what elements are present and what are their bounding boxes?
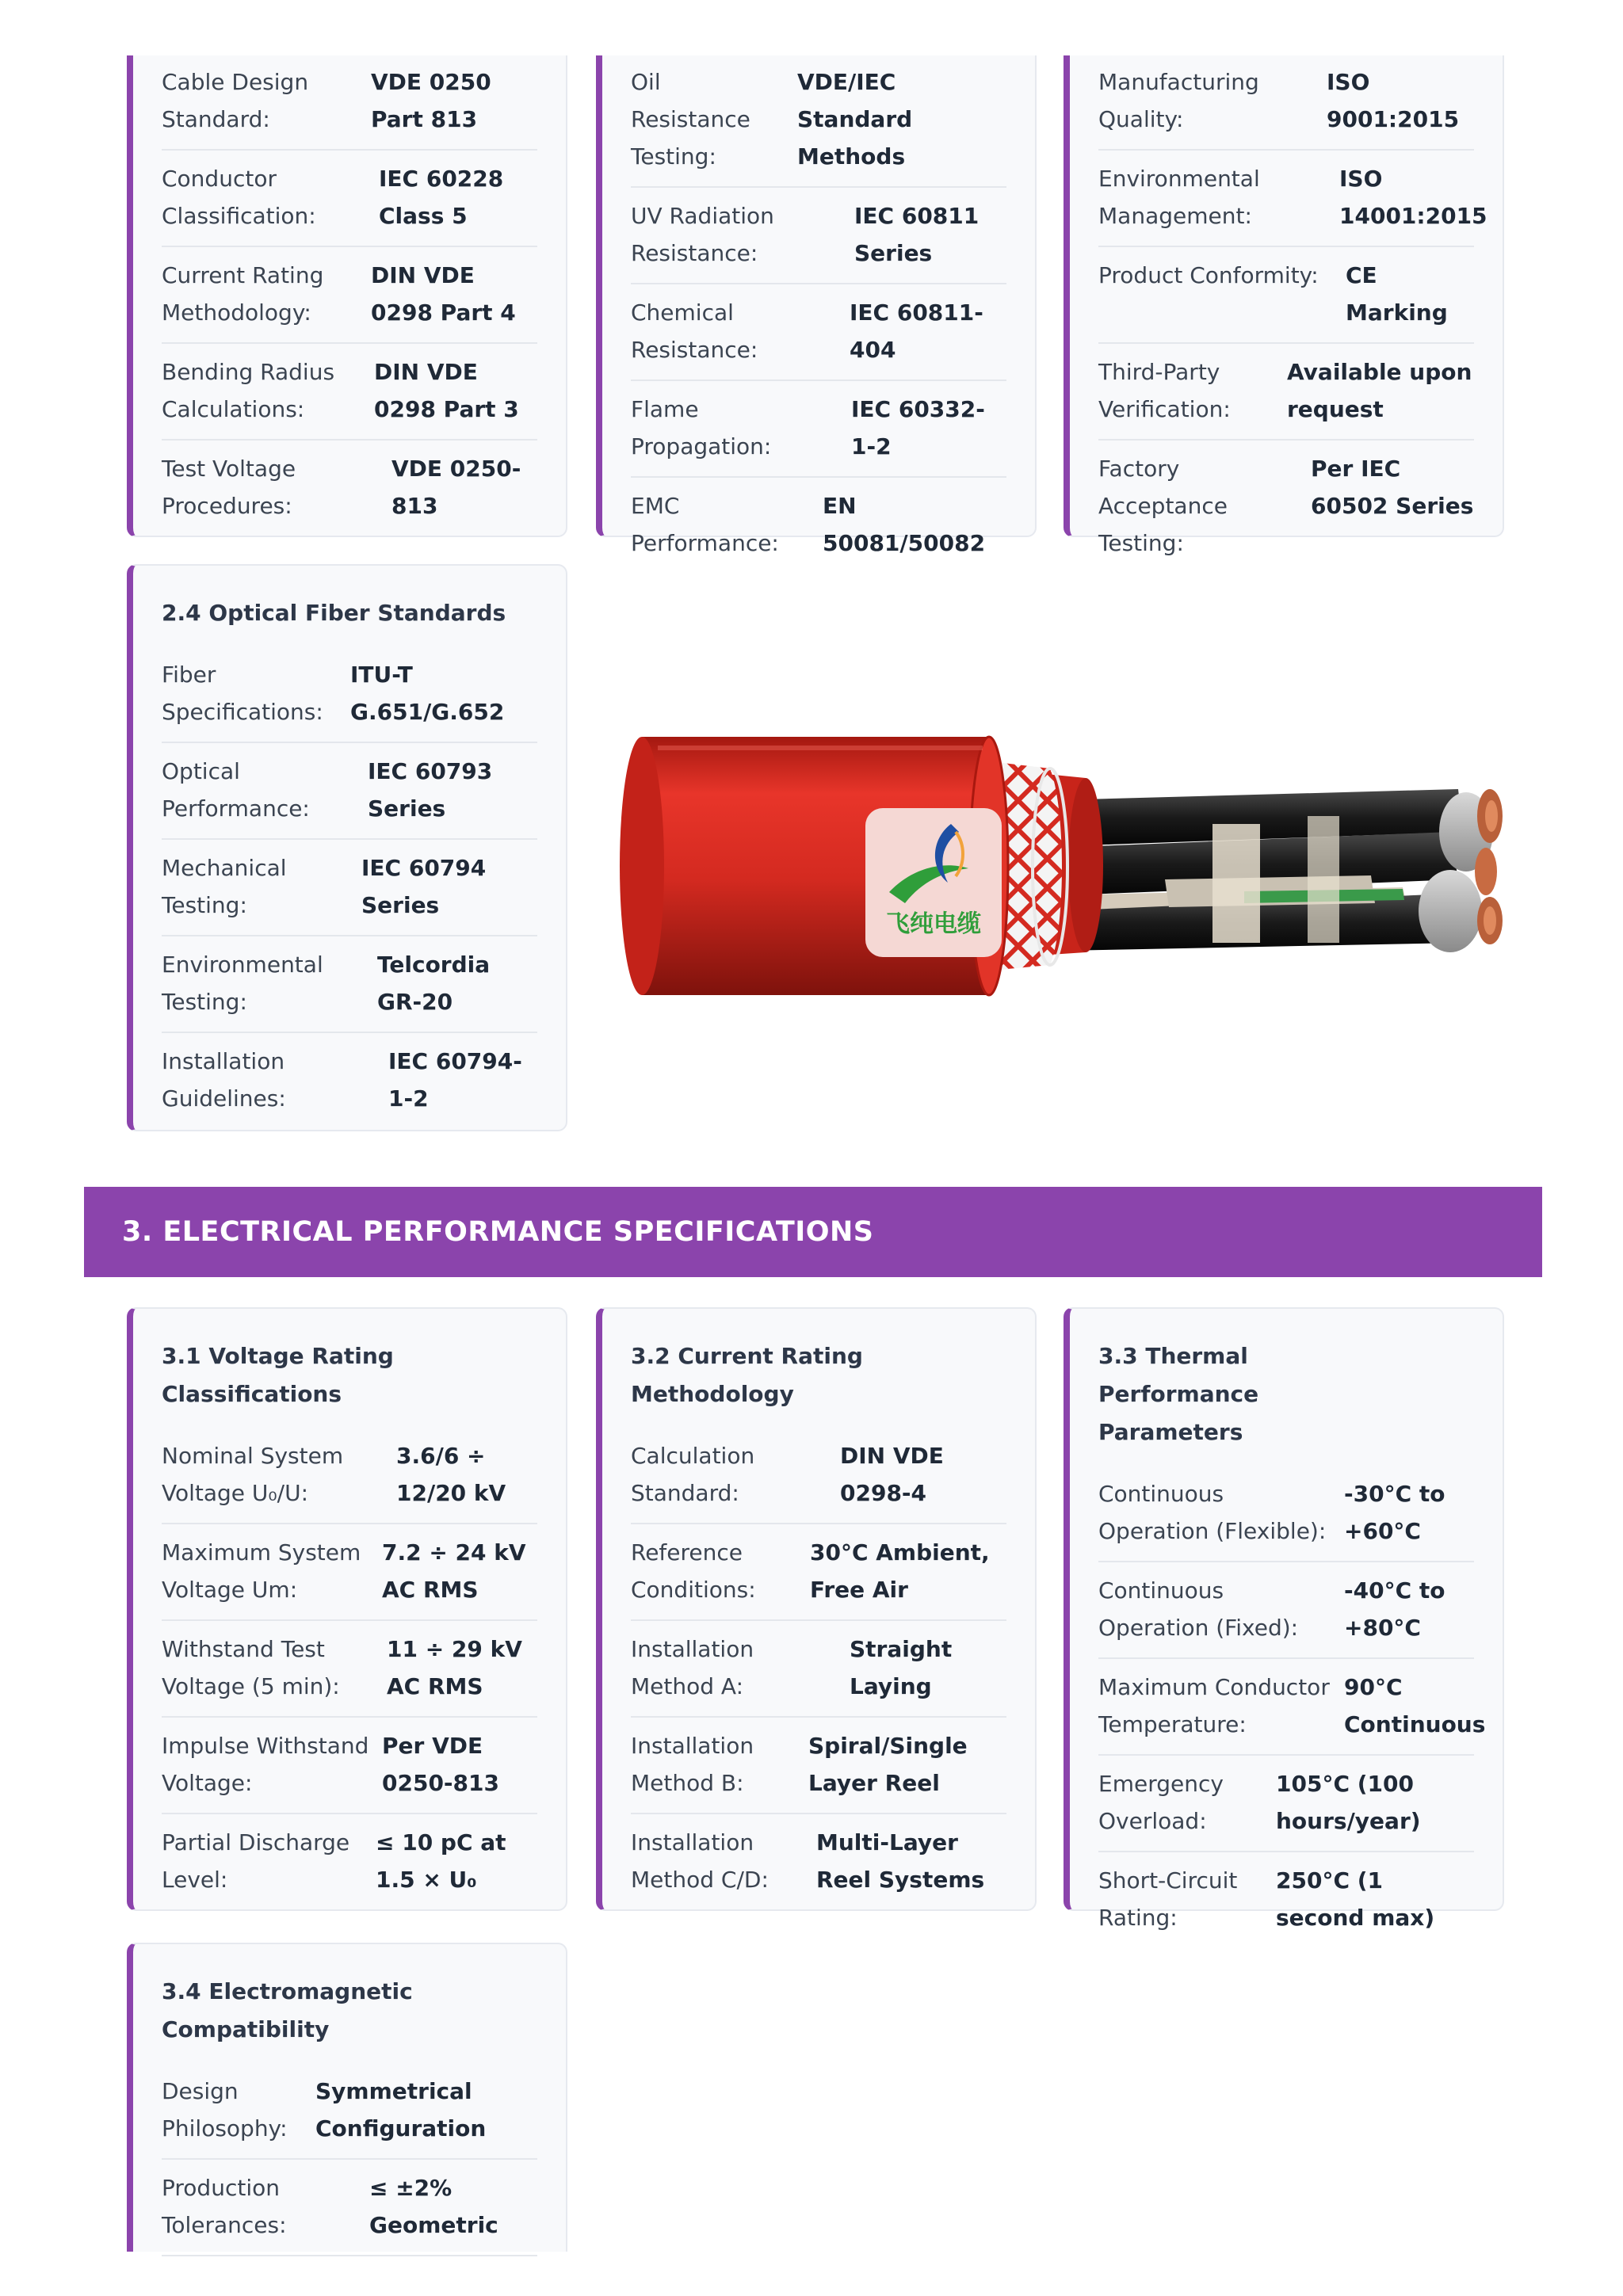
spec-row — [1098, 1562, 1474, 1659]
spec-row — [162, 247, 537, 344]
spec-value: Per VDE 0250-813 — [382, 1733, 499, 1796]
spec-label: Maximum Conductor Temperature: — [1098, 1674, 1330, 1737]
spec-value: Straight Laying — [850, 1636, 953, 1699]
spec-row — [1098, 1756, 1474, 1852]
spec-label: Installation Method B: — [631, 1733, 754, 1796]
brand-logo — [865, 808, 1002, 957]
spec-value: 11 ÷ 29 kV AC RMS — [387, 1636, 522, 1699]
spec-value: DIN VDE 0298 Part 3 — [374, 359, 519, 422]
spec-label: Oil Resistance Testing: — [631, 69, 750, 170]
spec-value: 7.2 ÷ 24 kV AC RMS — [382, 1539, 526, 1603]
spec-value: IEC 60794 Series — [361, 855, 487, 918]
card-title: 2.4 Optical Fiber Standards — [162, 600, 506, 626]
spec-row — [162, 151, 537, 247]
spec-value: ≤ ±2% Geometric — [369, 2175, 498, 2238]
spec-value: -40°C to +80°C — [1344, 1577, 1445, 1641]
spec-row — [162, 1621, 537, 1718]
card-cable-standards — [127, 55, 567, 537]
spec-row — [631, 1718, 1006, 1814]
spec-value: Telcordia GR-20 — [377, 952, 491, 1015]
spec-value: IEC 60793 Series — [368, 758, 493, 822]
spec-label: Partial Discharge Level: — [162, 1829, 350, 1893]
spec-row — [162, 1718, 537, 1814]
card-quality-standards — [1064, 55, 1504, 556]
cable-product-image — [610, 713, 1529, 998]
card-electromagnetic-compatibility — [127, 1943, 567, 2252]
spec-label: Third-Party Verification: — [1098, 359, 1231, 422]
card-thermal-performance — [1064, 1307, 1504, 1931]
spec-row — [631, 284, 1006, 381]
card-title: 3.3 Thermal Performance Parameters — [1098, 1343, 1259, 1445]
spec-row — [631, 478, 1006, 573]
spec-value: 105°C (100 hours/year) — [1276, 1771, 1421, 1834]
spec-value: VDE 0250-813 — [391, 456, 521, 519]
spec-label: Withstand Test Voltage (5 min): — [162, 1636, 340, 1699]
spec-value: ≤ 10 pC at 1.5 × U₀ — [376, 1829, 506, 1893]
spec-row — [162, 936, 537, 1033]
spec-value: 90°C Continuous — [1344, 1674, 1486, 1737]
card-resistance-standards — [596, 55, 1037, 556]
card-title: 3.4 Electromagnetic Compatibility — [162, 1978, 413, 2042]
spec-row — [631, 188, 1006, 284]
spec-value: -30°C to +60°C — [1344, 1481, 1445, 1544]
spec-value: 30°C Ambient, Free Air — [810, 1539, 990, 1603]
spec-row — [631, 1621, 1006, 1718]
spec-value: CE Marking — [1346, 262, 1448, 326]
spec-label: Optical Performance: — [162, 758, 310, 822]
spec-row — [162, 1524, 537, 1621]
spec-label: Mechanical Testing: — [162, 855, 287, 918]
spec-label: Product Conformity: — [1098, 262, 1319, 288]
spec-row — [1098, 344, 1474, 441]
spec-label: Nominal System Voltage U₀/U: — [162, 1443, 344, 1506]
spec-value: Symmetrical Configuration — [315, 2078, 487, 2142]
spec-row — [162, 743, 537, 840]
spec-value: Per IEC 60502 Series — [1311, 456, 1474, 519]
spec-value: ITU-T G.651/G.652 — [350, 662, 505, 725]
spec-label: Installation Method A: — [631, 1636, 754, 1699]
spec-value: 250°C (1 second max) — [1276, 1867, 1435, 1931]
spec-value: VDE 0250 Part 813 — [371, 69, 491, 132]
spec-row — [631, 1437, 1006, 1524]
spec-label: Flame Propagation: — [631, 396, 772, 460]
spec-label: Cable Design Standard: — [162, 69, 309, 132]
spec-row — [1098, 151, 1487, 247]
card-title: 3.2 Current Rating Methodology — [631, 1343, 863, 1407]
spec-value: 3.6/6 ÷ 12/20 kV — [396, 1443, 506, 1506]
spec-label: Factory Acceptance Testing: — [1098, 456, 1228, 556]
spec-label: Continuous Operation (Fixed): — [1098, 1577, 1299, 1641]
spec-label: Calculation Standard: — [631, 1443, 755, 1506]
card-current-rating — [596, 1307, 1037, 1911]
cable-cores — [1054, 789, 1503, 952]
spec-row — [162, 2073, 537, 2160]
spec-value: DIN VDE 0298-4 — [840, 1443, 944, 1506]
spec-label: Installation Guidelines: — [162, 1048, 286, 1112]
spec-value: DIN VDE 0298 Part 4 — [371, 262, 516, 326]
spec-value: EN 50081/50082 — [823, 493, 986, 556]
spec-label: EMC Performance: — [631, 493, 779, 556]
spec-row — [1098, 63, 1474, 151]
spec-label: Impulse Withstand Voltage: — [162, 1733, 369, 1796]
spec-label: Emergency Overload: — [1098, 1771, 1224, 1834]
spec-label: UV Radiation Resistance: — [631, 203, 774, 266]
spec-label: Chemical Resistance: — [631, 299, 758, 363]
logo-text: 飞纯电缆 — [886, 910, 981, 938]
spec-row — [162, 656, 537, 743]
spec-value: IEC 60332-1-2 — [851, 396, 985, 460]
spec-value: IEC 60811 Series — [854, 203, 980, 266]
spec-value: IEC 60228 Class 5 — [379, 166, 504, 229]
spec-value: IEC 60794-1-2 — [388, 1048, 522, 1112]
spec-row — [162, 441, 537, 536]
spec-label: Environmental Testing: — [162, 952, 323, 1015]
section-title: 3. ELECTRICAL PERFORMANCE SPECIFICATIONS — [122, 1216, 874, 1248]
spec-label: Environmental Management: — [1098, 166, 1260, 229]
spec-value: Multi-Layer Reel Systems — [816, 1829, 985, 1893]
spec-row — [631, 381, 1006, 478]
spec-label: Reference Conditions: — [631, 1539, 756, 1603]
spec-value: Available upon request — [1287, 359, 1472, 422]
spec-label: Conductor Classification: — [162, 166, 316, 229]
spec-value: VDE/IEC Standard Methods — [797, 69, 913, 170]
spec-row — [631, 1814, 1006, 1909]
spec-label: Design Philosophy: — [162, 2078, 288, 2142]
spec-label: Continuous Operation (Flexible): — [1098, 1481, 1327, 1544]
spec-label: Test Voltage Procedures: — [162, 456, 296, 519]
spec-row — [1098, 1659, 1486, 1756]
spec-row — [162, 344, 537, 441]
spec-value: Spiral/Single Layer Reel — [808, 1733, 968, 1796]
spec-row — [1098, 1852, 1474, 1947]
spec-row — [1098, 247, 1474, 344]
spec-value: ISO 14001:2015 — [1339, 166, 1487, 229]
card-optical-fiber-standards — [127, 564, 567, 1131]
card-title: 3.1 Voltage Rating Classifications — [162, 1343, 394, 1407]
spec-label: Installation Method C/D: — [631, 1829, 769, 1893]
spec-value: IEC 60811-404 — [850, 299, 983, 363]
spec-label: Production Tolerances: — [162, 2175, 287, 2238]
card-voltage-rating — [127, 1307, 567, 1911]
spec-row — [1098, 441, 1474, 573]
spec-row — [631, 1524, 1006, 1621]
spec-row — [162, 1814, 537, 1909]
spec-row — [162, 63, 537, 151]
spec-row — [162, 2160, 537, 2256]
spec-label: Manufacturing Quality: — [1098, 69, 1259, 132]
spec-row — [162, 1437, 537, 1524]
spec-label: Short-Circuit Rating: — [1098, 1867, 1238, 1931]
spec-value: ISO 9001:2015 — [1327, 69, 1460, 132]
spec-row — [1098, 1475, 1474, 1562]
spec-label: Bending Radius Calculations: — [162, 359, 335, 422]
spec-label: Maximum System Voltage Um: — [162, 1539, 361, 1603]
spec-row — [162, 840, 537, 936]
spec-label: Current Rating Methodology: — [162, 262, 324, 326]
spec-row — [162, 1033, 537, 1128]
spec-label: Fiber Specifications: — [162, 662, 323, 725]
section-header-electrical — [84, 1187, 1542, 1277]
spec-row — [631, 63, 1006, 188]
